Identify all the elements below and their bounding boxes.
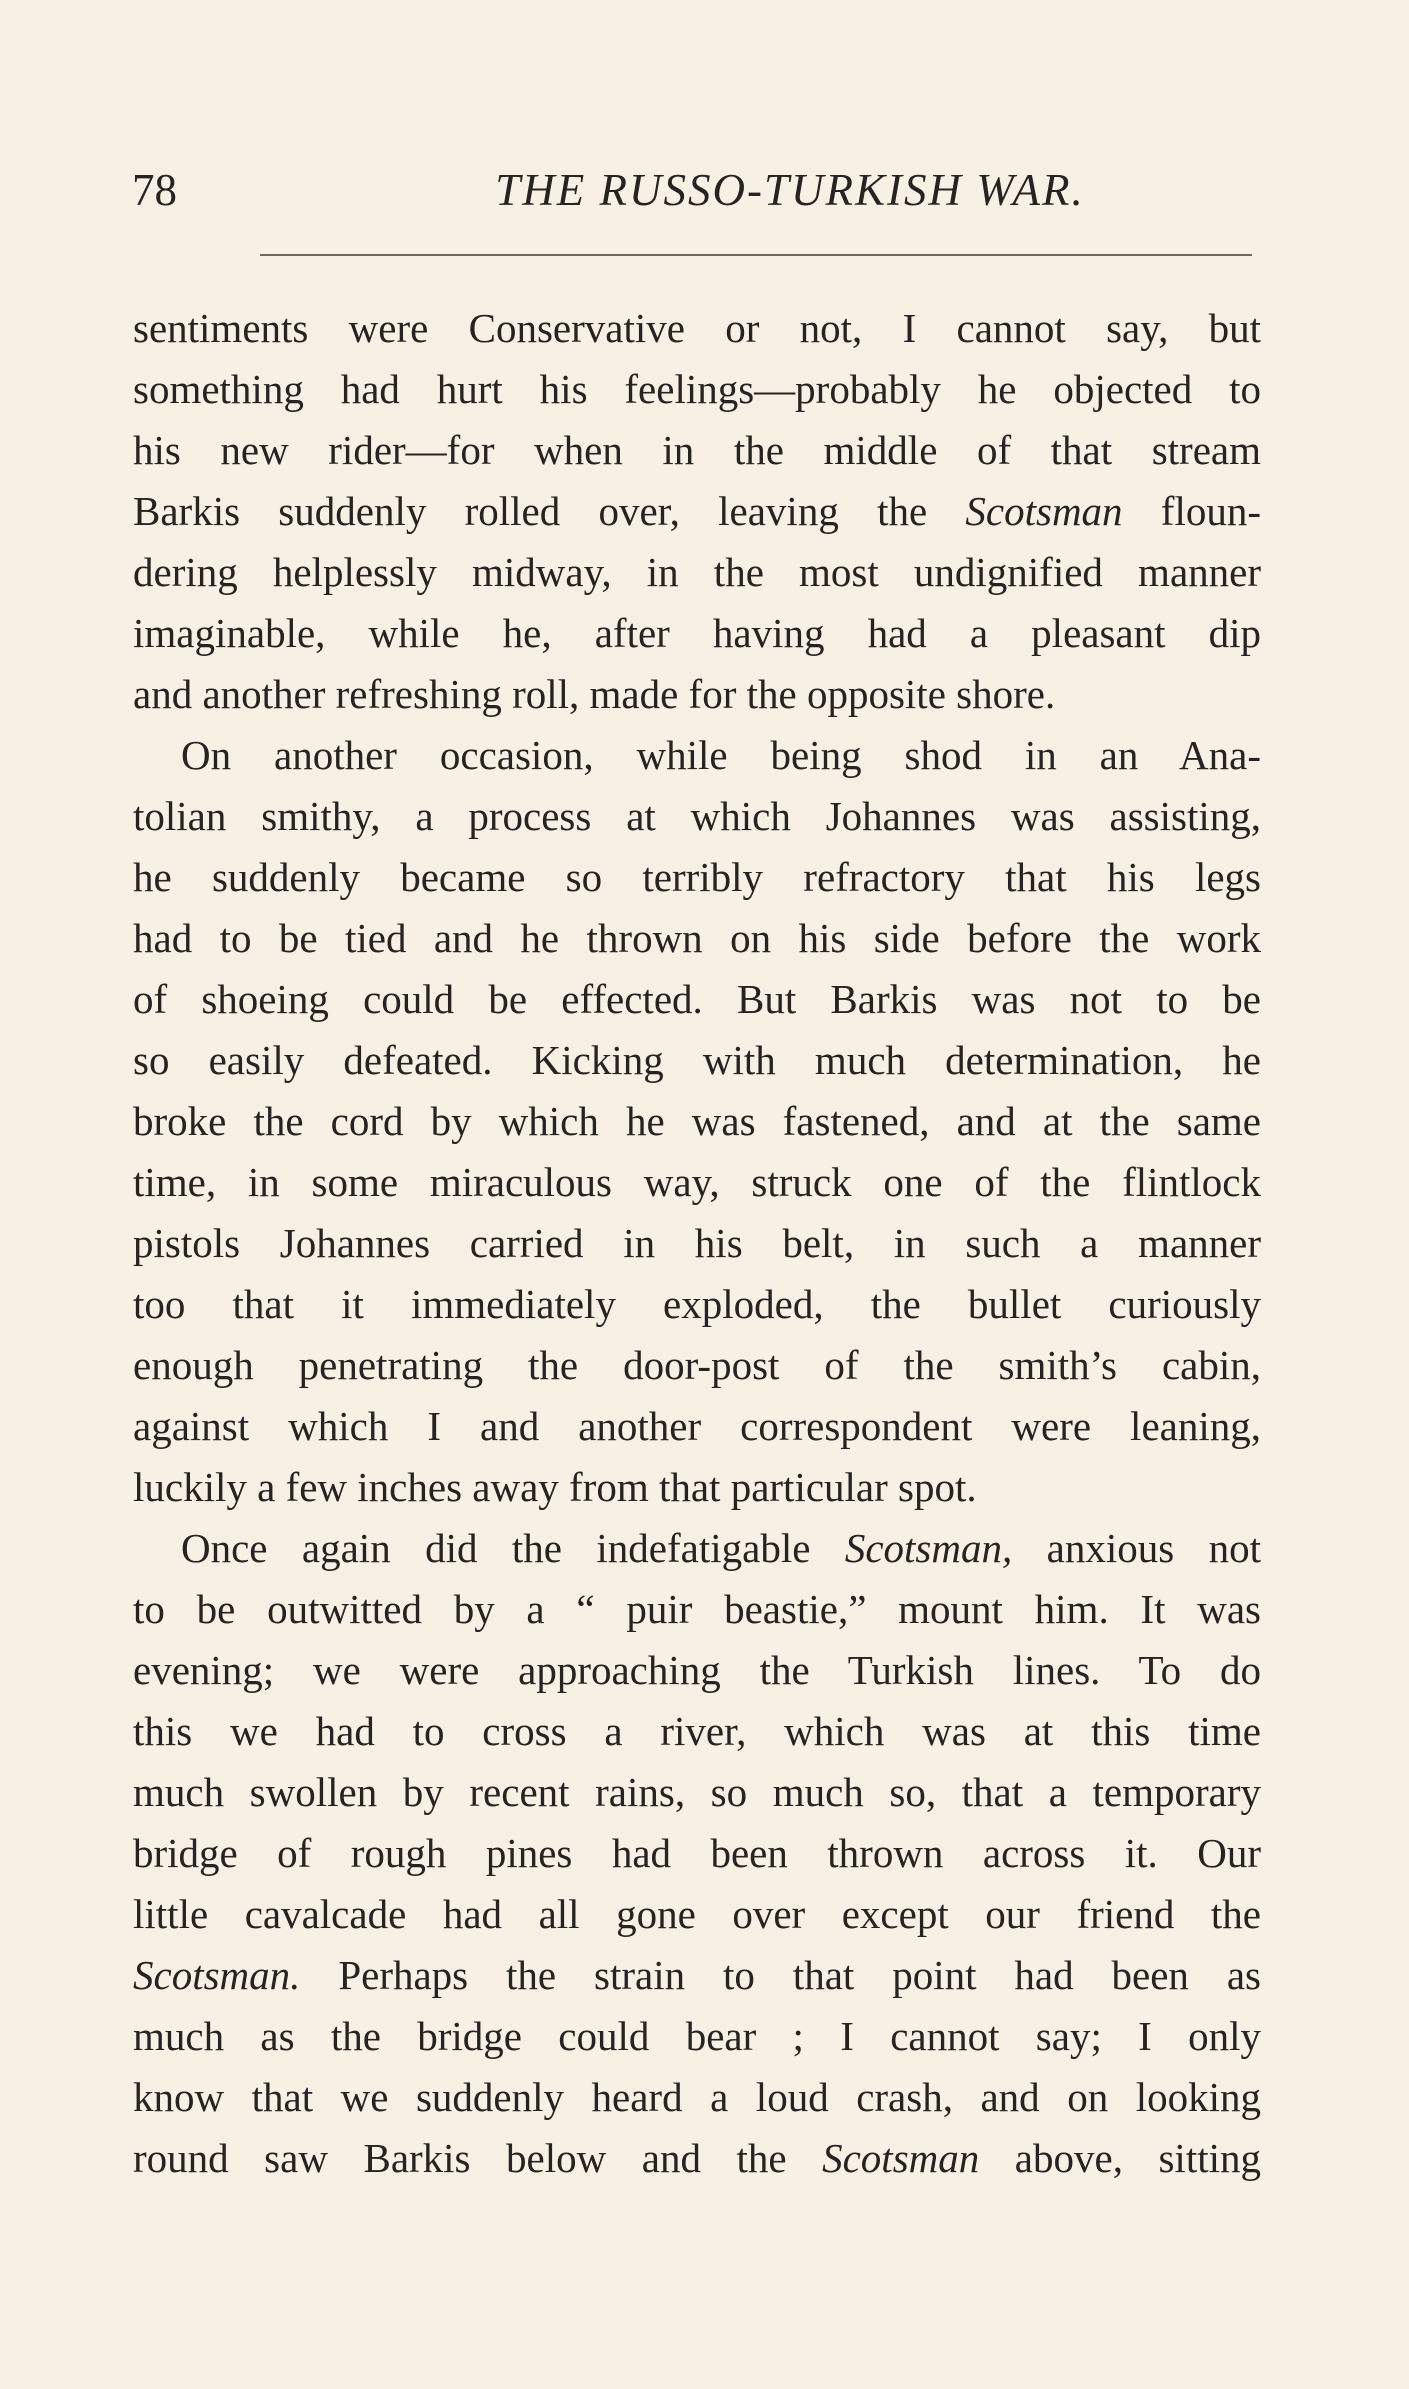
italic-text: Scotsman xyxy=(822,2135,980,2181)
text-line xyxy=(133,298,1261,359)
text-line xyxy=(133,2067,1261,2128)
text-line xyxy=(133,1335,1261,1396)
text-line xyxy=(133,1213,1261,1274)
text-line xyxy=(133,1457,1261,1518)
text-line xyxy=(133,725,1261,786)
text-segment: On another occasion, while being shod in an Ana- xyxy=(181,732,1261,778)
text-line xyxy=(133,420,1261,481)
text-line xyxy=(133,481,1261,542)
text-segment: time, in some miraculous way, struck one of the flintlock xyxy=(133,1159,1261,1205)
text-segment: much as the bridge could bear ; I cannot say; I only xyxy=(133,2013,1261,2059)
text-line xyxy=(133,2128,1261,2189)
text-line xyxy=(133,1762,1261,1823)
text-segment: Perhaps the strain to that point had been as xyxy=(300,1952,1261,1998)
text-line xyxy=(133,1823,1261,1884)
text-line xyxy=(133,1396,1261,1457)
body-text xyxy=(133,298,1261,2189)
text-segment: floun- xyxy=(1122,488,1262,534)
text-line xyxy=(133,1945,1261,2006)
text-line xyxy=(133,603,1261,664)
text-line xyxy=(133,847,1261,908)
text-segment: imaginable, while he, after having had a pleasant dip xyxy=(133,610,1261,656)
text-segment: above, sitting xyxy=(979,2135,1261,2181)
text-segment: too that it immediately exploded, the bullet curiously xyxy=(133,1281,1261,1327)
page-header xyxy=(130,160,1260,220)
text-segment: Once again did the indefatigable xyxy=(181,1525,845,1571)
text-line xyxy=(133,1091,1261,1152)
text-line xyxy=(133,1518,1261,1579)
text-segment: anxious not xyxy=(1012,1525,1262,1571)
text-line xyxy=(133,359,1261,420)
text-segment: and another refreshing roll, made for the opposite shore. xyxy=(133,671,1056,717)
italic-text: Scotsman. xyxy=(133,1952,301,1998)
text-segment: much swollen by recent rains, so much so, that a temporary xyxy=(133,1769,1261,1815)
text-line xyxy=(133,1030,1261,1091)
text-segment: pistols Johannes carried in his belt, in such a manner xyxy=(133,1220,1261,1266)
text-line xyxy=(133,1579,1261,1640)
text-line xyxy=(133,969,1261,1030)
text-line xyxy=(133,1701,1261,1762)
text-segment: something had hurt his feelings—probably he objected to xyxy=(133,366,1261,412)
text-segment: had to be tied and he thrown on his side before the work xyxy=(133,915,1261,961)
text-segment: round saw Barkis below and the xyxy=(133,2135,823,2181)
text-line xyxy=(133,542,1261,603)
text-segment: broke the cord by which he was fastened, and at the same xyxy=(133,1098,1261,1144)
text-segment: know that we suddenly heard a loud crash, and on looking xyxy=(133,2074,1261,2120)
page-number: 78 xyxy=(132,165,177,215)
running-title: THE RUSSO-TURKISH WAR. xyxy=(495,165,1085,215)
text-segment: Barkis suddenly rolled over, leaving the xyxy=(133,488,966,534)
text-segment: so easily defeated. Kicking with much determination, he xyxy=(133,1037,1261,1083)
text-line xyxy=(133,2006,1261,2067)
italic-text: Scotsman xyxy=(965,488,1123,534)
text-segment: evening; we were approaching the Turkish lines. To do xyxy=(133,1647,1261,1693)
text-segment: bridge of rough pines had been thrown across it. Our xyxy=(133,1830,1261,1876)
text-segment: luckily a few inches away from that particular spot. xyxy=(133,1464,977,1510)
italic-text: Scotsman, xyxy=(844,1525,1013,1571)
text-line xyxy=(133,1640,1261,1701)
text-segment: little cavalcade had all gone over except our friend the xyxy=(133,1891,1261,1937)
text-segment: against which I and another correspondent were leaning, xyxy=(133,1403,1261,1449)
text-segment: dering helplessly midway, in the most undignified manner xyxy=(133,549,1261,595)
text-line xyxy=(133,664,1261,725)
text-segment: his new rider—for when in the middle of that stream xyxy=(133,427,1261,473)
text-line xyxy=(133,1274,1261,1335)
text-segment: tolian smithy, a process at which Johannes was assisting, xyxy=(133,793,1261,839)
text-segment: to be outwitted by a “ puir beastie,” mount him. It was xyxy=(133,1586,1261,1632)
text-segment: he suddenly became so terribly refractory that his legs xyxy=(133,854,1261,900)
text-line xyxy=(133,1152,1261,1213)
text-line xyxy=(133,908,1261,969)
text-segment: this we had to cross a river, which was at this time xyxy=(133,1708,1261,1754)
text-segment: sentiments were Conservative or not, I cannot say, but xyxy=(133,305,1261,351)
text-segment: enough penetrating the door-post of the smith’s cabin, xyxy=(133,1342,1261,1388)
text-segment: of shoeing could be effected. But Barkis was not to be xyxy=(133,976,1261,1022)
text-line xyxy=(133,786,1261,847)
text-line xyxy=(133,1884,1261,1945)
header-rule xyxy=(260,254,1252,256)
